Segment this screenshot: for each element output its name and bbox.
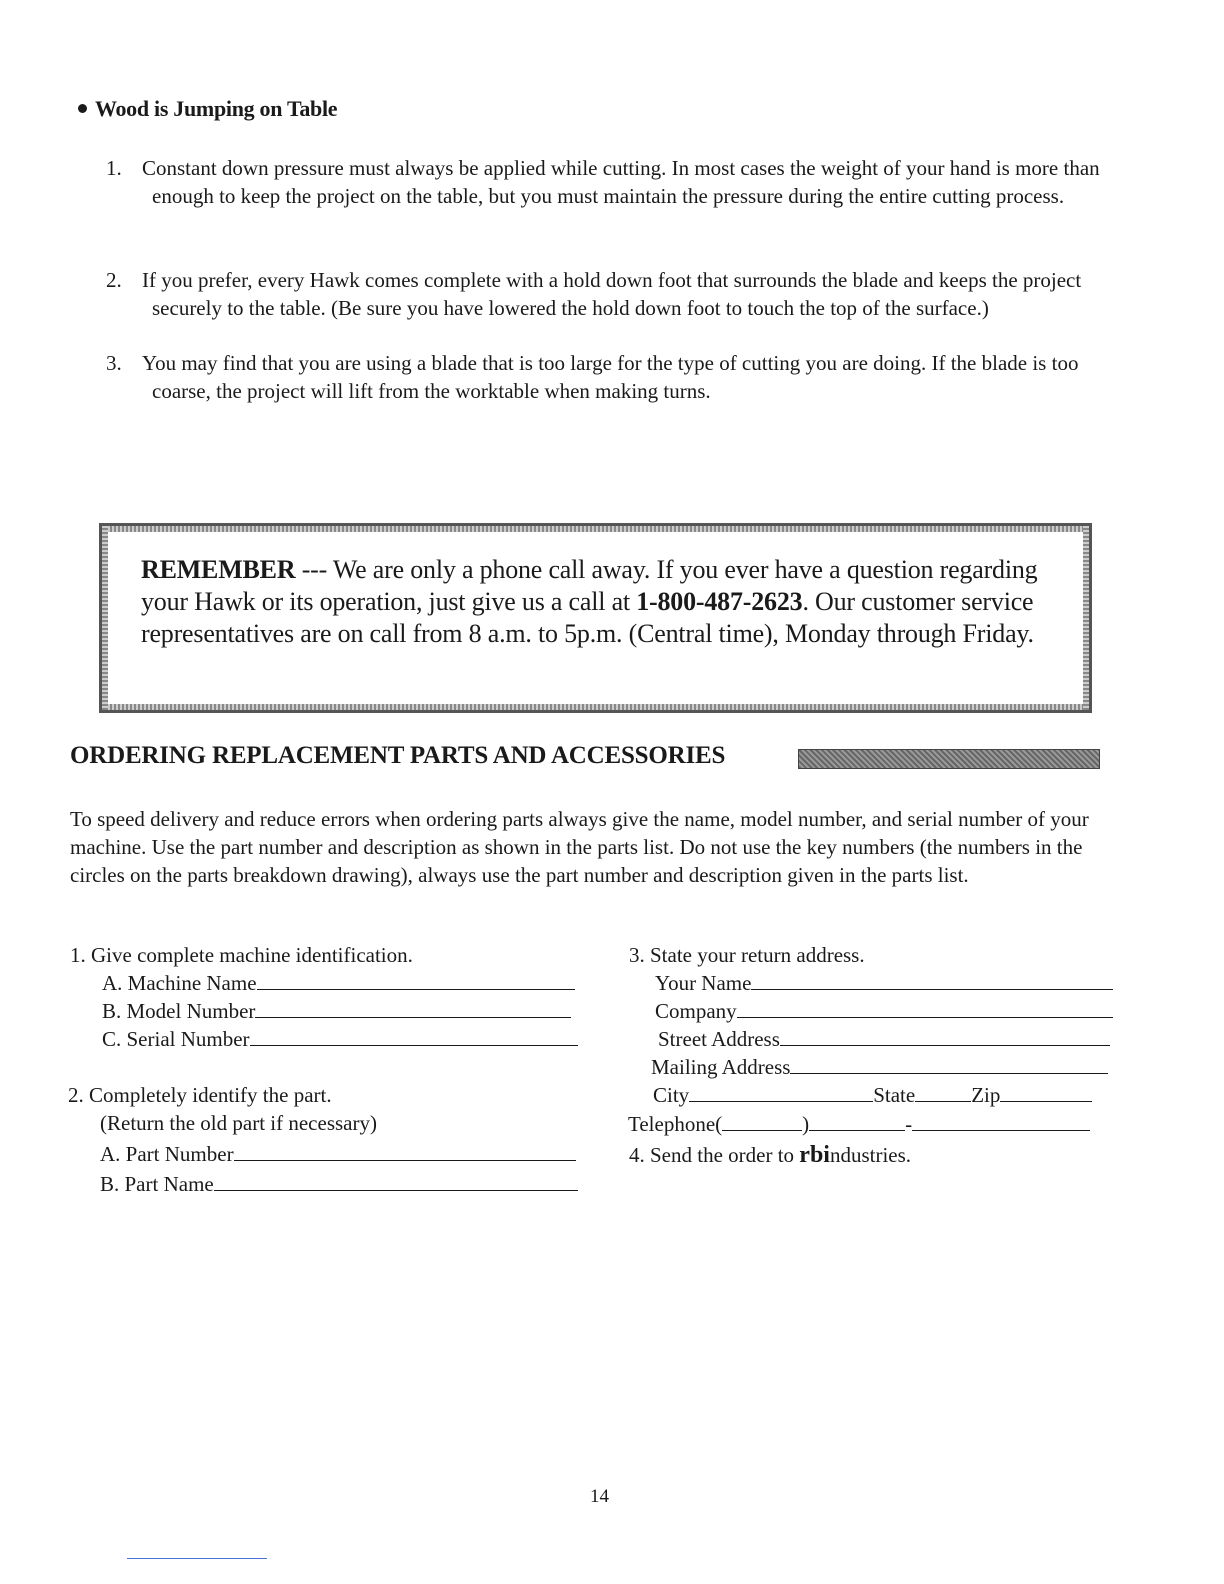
step-1-label: 1. Give complete machine identification. xyxy=(70,943,413,967)
serial-number-blank xyxy=(250,1025,578,1046)
machine-name-field: A. Machine Name xyxy=(102,969,575,997)
rbi-brand: rbi xyxy=(799,1142,830,1168)
footer-divider xyxy=(127,1558,267,1559)
mailing-address-blank xyxy=(790,1053,1108,1074)
part-number-blank xyxy=(234,1140,576,1161)
company-blank xyxy=(737,997,1113,1018)
list-item xyxy=(106,349,1126,405)
remember-label: REMEMBER xyxy=(141,555,296,584)
step-2-note: (Return the old part if necessary) xyxy=(100,1111,377,1135)
phone-line-blank xyxy=(912,1110,1090,1131)
list-item xyxy=(106,266,1126,322)
model-number-field: B. Model Number xyxy=(102,997,571,1025)
step-2-label: 2. Completely identify the part. xyxy=(68,1083,332,1107)
machine-name-blank xyxy=(257,969,575,990)
item-text: If you prefer, every Hawk comes complete with a hold down foot that surrounds the blade and keeps the project securely to the table. (Be sure you have lowered the hold down foot to touch the top of the surface.) xyxy=(142,268,1082,320)
model-number-blank xyxy=(255,997,571,1018)
page-number: 14 xyxy=(590,1486,609,1507)
step-3-label: 3. State your return address. xyxy=(629,943,865,967)
section-heading-wood-jumping xyxy=(78,96,337,122)
company-field: Company xyxy=(655,997,1113,1025)
remember-notice-box xyxy=(99,523,1092,713)
city-blank xyxy=(689,1081,873,1102)
step-4-label: 4. Send the order to rbindustries. xyxy=(629,1142,912,1168)
state-blank xyxy=(915,1081,971,1102)
remember-text: REMEMBER --- We are only a phone call away. If you ever have a question regarding your Hawk or its operation, just give us a call at 1-800-487-2623. Our customer service representatives are on call from 8 a.m. to 5p.m. (Central time), Monday through Friday. xyxy=(141,555,1038,648)
item-number: 3. xyxy=(106,351,122,375)
heading-decorative-bar xyxy=(798,749,1100,769)
zip-blank xyxy=(1000,1081,1092,1102)
part-number-field: A. Part Number xyxy=(100,1140,576,1168)
street-address-field: Street Address xyxy=(658,1025,1110,1053)
item-text: You may find that you are using a blade that is too large for the type of cutting you are doing. If the blade is too coarse, the project will lift from the worktable when making turns. xyxy=(142,351,1079,403)
section-heading-ordering: ORDERING REPLACEMENT PARTS AND ACCESSORIES xyxy=(70,742,726,769)
phone-number: 1-800-487-2623 xyxy=(636,587,803,616)
list-item xyxy=(106,154,1126,210)
your-name-blank xyxy=(751,969,1113,990)
bullet-icon xyxy=(78,104,87,113)
heading-text: Wood is Jumping on Table xyxy=(95,96,338,121)
mailing-address-field: Mailing Address xyxy=(651,1053,1108,1081)
ordering-intro-paragraph: To speed delivery and reduce errors when ordering parts always give the name, model number, and serial number of your machine. Use the part number and description as shown in the parts list. Do not use the key numbers (the numbers in the circles on the parts breakdown drawing), always use the part number and description given in the parts list. xyxy=(70,807,1089,887)
your-name-field: Your Name xyxy=(655,969,1113,997)
serial-number-field: C. Serial Number xyxy=(102,1025,578,1053)
phone-prefix-blank xyxy=(809,1110,905,1131)
city-state-zip-field: City State Zip xyxy=(653,1081,1092,1109)
street-address-blank xyxy=(780,1025,1110,1046)
telephone-field: Telephone( ) - xyxy=(628,1110,1090,1138)
item-number: 2. xyxy=(106,268,122,292)
part-name-blank xyxy=(214,1170,578,1191)
item-number: 1. xyxy=(106,156,122,180)
item-text: Constant down pressure must always be applied while cutting. In most cases the weight of your hand is more than enough to keep the project on the table, but you must maintain the pressure during the entire cutting process. xyxy=(142,156,1100,208)
area-code-blank xyxy=(722,1110,802,1131)
part-name-field: B. Part Name xyxy=(100,1170,578,1198)
